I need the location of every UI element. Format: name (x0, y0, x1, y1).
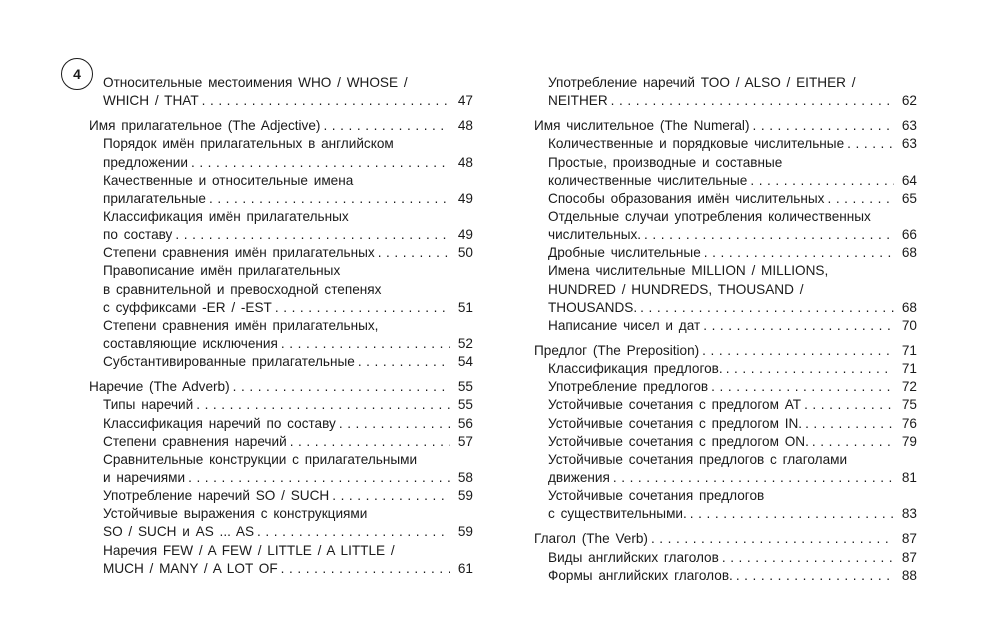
toc-subentry[interactable] (89, 317, 473, 353)
dot-leader (332, 487, 450, 505)
toc-entry-row (89, 560, 473, 578)
toc-page-number: 87 (901, 549, 917, 565)
toc-page-number: 68 (901, 245, 917, 261)
dot-leader (703, 317, 894, 335)
toc-subentry[interactable] (89, 74, 473, 110)
toc-entry-text: Степени сравнения имён прилагательных, (103, 317, 379, 333)
toc-entry-row (89, 299, 473, 317)
toc-entry-row (534, 244, 917, 262)
dot-leader (736, 567, 894, 585)
toc-page-number: 63 (901, 136, 917, 152)
toc-entry-text: Формы английских глаголов. (548, 567, 733, 583)
toc-entry-text: WHICH / THAT (103, 93, 199, 109)
dot-leader (722, 549, 894, 567)
toc-subentry[interactable] (534, 396, 917, 414)
toc-entry-text: по составу (103, 227, 173, 243)
toc-subentry[interactable] (534, 262, 917, 316)
dot-leader (175, 226, 450, 244)
toc-entry-row (534, 433, 917, 451)
dot-leader (290, 433, 450, 451)
toc-page-number: 51 (457, 299, 473, 315)
dot-leader (378, 244, 450, 262)
toc-entry-text: Классификация предлогов. (548, 361, 723, 377)
dot-leader (750, 172, 894, 190)
toc-entry-row (89, 487, 473, 505)
toc-entry-text: Правописание имён прилагательных (103, 263, 341, 279)
dot-leader (202, 92, 450, 110)
toc-entry-row (534, 172, 917, 190)
toc-entry-text: Типы наречий (103, 397, 194, 413)
dot-leader (281, 335, 450, 353)
toc-entry-text: Имя прилагательное (The Adjective) (89, 118, 321, 134)
toc-entry-text: движения (548, 469, 610, 485)
toc-page-number: 65 (901, 190, 917, 206)
dot-leader (702, 342, 894, 360)
toc-page-number: 76 (901, 415, 917, 431)
toc-page-number: 71 (901, 361, 917, 377)
toc-subentry[interactable] (534, 451, 917, 487)
toc-page-number: 71 (901, 342, 917, 358)
toc-entry-text: Сравнительные конструкции с прилагательными (103, 451, 418, 467)
toc-entry-text: Употребление предлогов (548, 379, 709, 395)
toc-entry-text: с суффиксами -ER / -EST (103, 299, 272, 315)
toc-page-number: 75 (901, 397, 917, 413)
toc-entry-row (534, 505, 917, 523)
toc-entry-text: Отдельные случаи употребления количественных (548, 208, 871, 224)
toc-entry-text: количественные числительные (548, 172, 748, 188)
toc-entry-text: в сравнительной и превосходной степенях (103, 281, 382, 297)
toc-entry-text: Имена числительные MILLION / MILLIONS, (548, 263, 829, 279)
toc-subentry[interactable] (89, 208, 473, 244)
toc-entry-row (89, 154, 473, 172)
toc-entry-text: числительных. (548, 227, 642, 243)
toc-entry-text: Наречие (The Adverb) (89, 379, 230, 395)
toc-entry-row (89, 117, 473, 135)
toc-entry-row (89, 353, 473, 371)
toc-entry-text: составляющие исключения (103, 335, 278, 351)
toc-page-number: 66 (901, 227, 917, 243)
toc-entry-text: Глагол (The Verb) (534, 531, 648, 547)
toc-page-number: 55 (457, 379, 473, 395)
dot-leader (358, 353, 450, 371)
dot-leader (805, 415, 894, 433)
toc-entry-text: Относительные местоимения WHO / WHOSE / (103, 75, 408, 90)
toc-entry-text: Субстантивированные прилагательные (103, 354, 355, 370)
toc-right-column (534, 74, 917, 585)
toc-subentry[interactable] (534, 487, 917, 523)
toc-heading[interactable] (534, 530, 917, 548)
toc-entry-text: Дробные числительные (548, 245, 701, 261)
dot-leader (188, 469, 450, 487)
toc-page-number: 83 (901, 506, 917, 522)
toc-page-number: 61 (457, 560, 473, 576)
toc-entry-text: Устойчивые сочетания с предлогом ON. (548, 433, 809, 449)
toc-entry-text: предложении (103, 154, 188, 170)
toc-subentry[interactable] (534, 190, 917, 208)
toc-page-number: 48 (457, 118, 473, 134)
toc-subentry[interactable] (534, 208, 917, 244)
toc-subentry[interactable] (534, 378, 917, 396)
toc-page-number: 64 (901, 172, 917, 188)
toc-section (534, 117, 917, 335)
toc-entry-row (534, 415, 917, 433)
toc-subentry[interactable] (534, 549, 917, 567)
toc-entry-row (534, 135, 917, 153)
dot-leader (752, 117, 894, 135)
dot-leader (611, 92, 894, 110)
toc-entry-row (89, 190, 473, 208)
toc-entry-text: Наречия FEW / A FEW / LITTLE / A LITTLE / (103, 542, 395, 558)
toc-entry-text: HUNDRED / HUNDREDS, THOUSAND / (548, 281, 804, 297)
toc-entry-text: Устойчивые выражения с конструкциями (103, 506, 368, 522)
toc-section (89, 74, 473, 110)
toc-entry-row (89, 523, 473, 541)
toc-subentry[interactable] (89, 172, 473, 208)
toc-entry-text: Классификация наречий по составу (103, 415, 336, 431)
toc-page-number: 81 (901, 469, 917, 485)
toc-subentry[interactable] (89, 353, 473, 371)
toc-entry-text: Устойчивые сочетания с предлогом IN. (548, 415, 803, 431)
toc-page-number: 47 (457, 93, 473, 109)
dot-leader (275, 299, 450, 317)
dot-leader (323, 117, 450, 135)
toc-page-number: 49 (457, 190, 473, 206)
toc-section (534, 74, 917, 110)
toc-subentry[interactable] (89, 396, 473, 414)
toc-entry-text: и наречиями (103, 469, 186, 485)
toc-entry-text: Порядок имён прилагательных в английском (103, 136, 394, 152)
toc-entry-row (534, 567, 917, 585)
toc-entry-text: Количественные и порядковые числительные (548, 136, 845, 152)
toc-entry-row (89, 469, 473, 487)
toc-entry-row (534, 117, 917, 135)
toc-entry-row (89, 92, 473, 110)
toc-entry-row (534, 92, 917, 110)
toc-entry-text: Употребление наречий SO / SUCH (103, 488, 330, 504)
toc-entry-row (534, 190, 917, 208)
toc-entry-text: MUCH / MANY / A LOT OF (103, 560, 278, 576)
toc-entry-row (534, 469, 917, 487)
toc-entry-text: Устойчивые сочетания предлогов (548, 488, 765, 504)
toc-page-number: 70 (901, 317, 917, 333)
toc-page-number: 55 (457, 397, 473, 413)
dot-leader (644, 226, 894, 244)
page-number: 4 (61, 58, 93, 90)
toc-entry-text: прилагательные (103, 190, 206, 206)
toc-page-number: 50 (457, 245, 473, 261)
toc-subentry[interactable] (89, 505, 473, 541)
toc-entry-row (89, 335, 473, 353)
toc-subentry[interactable] (89, 433, 473, 451)
toc-subentry[interactable] (534, 135, 917, 153)
dot-leader (690, 505, 894, 523)
toc-entry-text: Классификация имён прилагательных (103, 208, 349, 224)
toc-subentry[interactable] (89, 135, 473, 171)
toc-entry-text: SO / SUCH и AS ... AS (103, 524, 255, 540)
toc-subentry[interactable] (89, 262, 473, 316)
toc-entry-text: Предлог (The Preposition) (534, 342, 700, 358)
toc-entry-text: с существительными. (548, 506, 687, 522)
toc-page-number: 52 (457, 335, 473, 351)
toc-page-number: 62 (901, 93, 917, 109)
toc-subentry[interactable] (534, 317, 917, 335)
toc-entry-row (534, 317, 917, 335)
toc-entry-row (89, 226, 473, 244)
dot-leader (339, 415, 450, 433)
toc-subentry[interactable] (534, 567, 917, 585)
dot-leader (281, 560, 450, 578)
toc-entry-text: Степени сравнения имён прилагательных (103, 245, 375, 261)
toc-page-number: 57 (457, 433, 473, 449)
toc-subentry[interactable] (534, 433, 917, 451)
dot-leader (613, 469, 894, 487)
toc-page-number: 58 (457, 469, 473, 485)
toc-section (89, 378, 473, 578)
toc-entry-row (534, 226, 917, 244)
toc-entry-row (89, 415, 473, 433)
dot-leader (847, 135, 894, 153)
toc-subentry[interactable] (534, 360, 917, 378)
toc-page-number: 54 (457, 354, 473, 370)
toc-heading[interactable] (534, 117, 917, 135)
toc-page-number: 56 (457, 415, 473, 431)
toc-entry-row (89, 396, 473, 414)
toc-subentry[interactable] (89, 451, 473, 487)
toc-page-number: 59 (457, 524, 473, 540)
toc-entry-row (534, 378, 917, 396)
dot-leader (711, 378, 894, 396)
dot-leader (704, 244, 894, 262)
toc-entry-row (89, 433, 473, 451)
toc-subentry[interactable] (534, 154, 917, 190)
toc-entry-row (534, 299, 917, 317)
toc-page-number: 63 (901, 118, 917, 134)
toc-subentry[interactable] (534, 415, 917, 433)
dot-leader (640, 299, 894, 317)
toc-entry-text: Устойчивые сочетания предлогов с глаголами (548, 451, 848, 467)
toc-page-number: 87 (901, 531, 917, 547)
toc-page-number: 59 (457, 488, 473, 504)
toc-entry-text: Степени сравнения наречий (103, 433, 287, 449)
toc-page-number: 48 (457, 154, 473, 170)
toc-entry-text: NEITHER (548, 93, 608, 109)
toc-entry-row (89, 244, 473, 262)
dot-leader (804, 396, 894, 414)
dot-leader (812, 433, 894, 451)
toc-entry-text: THOUSANDS. (548, 299, 638, 315)
toc-subentry[interactable] (534, 244, 917, 262)
toc-entry-text: Написание чисел и дат (548, 317, 701, 333)
dot-leader (257, 523, 450, 541)
toc-page-number: 79 (901, 433, 917, 449)
toc-entry-row (534, 396, 917, 414)
toc-entry-text: Способы образования имён числительных (548, 190, 825, 206)
toc-page-number: 88 (901, 567, 917, 583)
toc-heading[interactable] (534, 342, 917, 360)
dot-leader (209, 190, 450, 208)
toc-entry-text: Имя числительное (The Numeral) (534, 118, 750, 134)
dot-leader (233, 378, 450, 396)
toc-entry-text: Качественные и относительные имена (103, 172, 354, 188)
toc-page-number: 72 (901, 379, 917, 395)
toc-section (89, 117, 473, 371)
toc-section (534, 342, 917, 523)
dot-leader (651, 530, 894, 548)
toc-entry-row (534, 530, 917, 548)
dot-leader (191, 154, 450, 172)
toc-page-number: 49 (457, 227, 473, 243)
toc-left-column (89, 74, 473, 578)
toc-page-number: 68 (901, 299, 917, 315)
toc-subentry[interactable] (89, 487, 473, 505)
toc-entry-row (89, 378, 473, 396)
toc-entry-row (534, 360, 917, 378)
dot-leader (196, 396, 450, 414)
toc-entry-text: Простые, производные и составные (548, 154, 783, 170)
dot-leader (827, 190, 894, 208)
toc-heading[interactable] (89, 117, 473, 135)
toc-heading[interactable] (89, 378, 473, 396)
toc-entry-row (534, 549, 917, 567)
toc-subentry[interactable] (534, 74, 917, 110)
toc-subentry[interactable] (89, 244, 473, 262)
toc-entry-text: Виды английских глаголов (548, 549, 719, 565)
toc-section (534, 530, 917, 584)
toc-subentry[interactable] (89, 415, 473, 433)
toc-subentry[interactable] (89, 542, 473, 578)
toc-entry-text: Устойчивые сочетания с предлогом AT (548, 397, 802, 413)
dot-leader (726, 360, 894, 378)
toc-entry-row (534, 342, 917, 360)
toc-entry-text: Употребление наречий TOO / ALSO / EITHER / (548, 75, 856, 90)
